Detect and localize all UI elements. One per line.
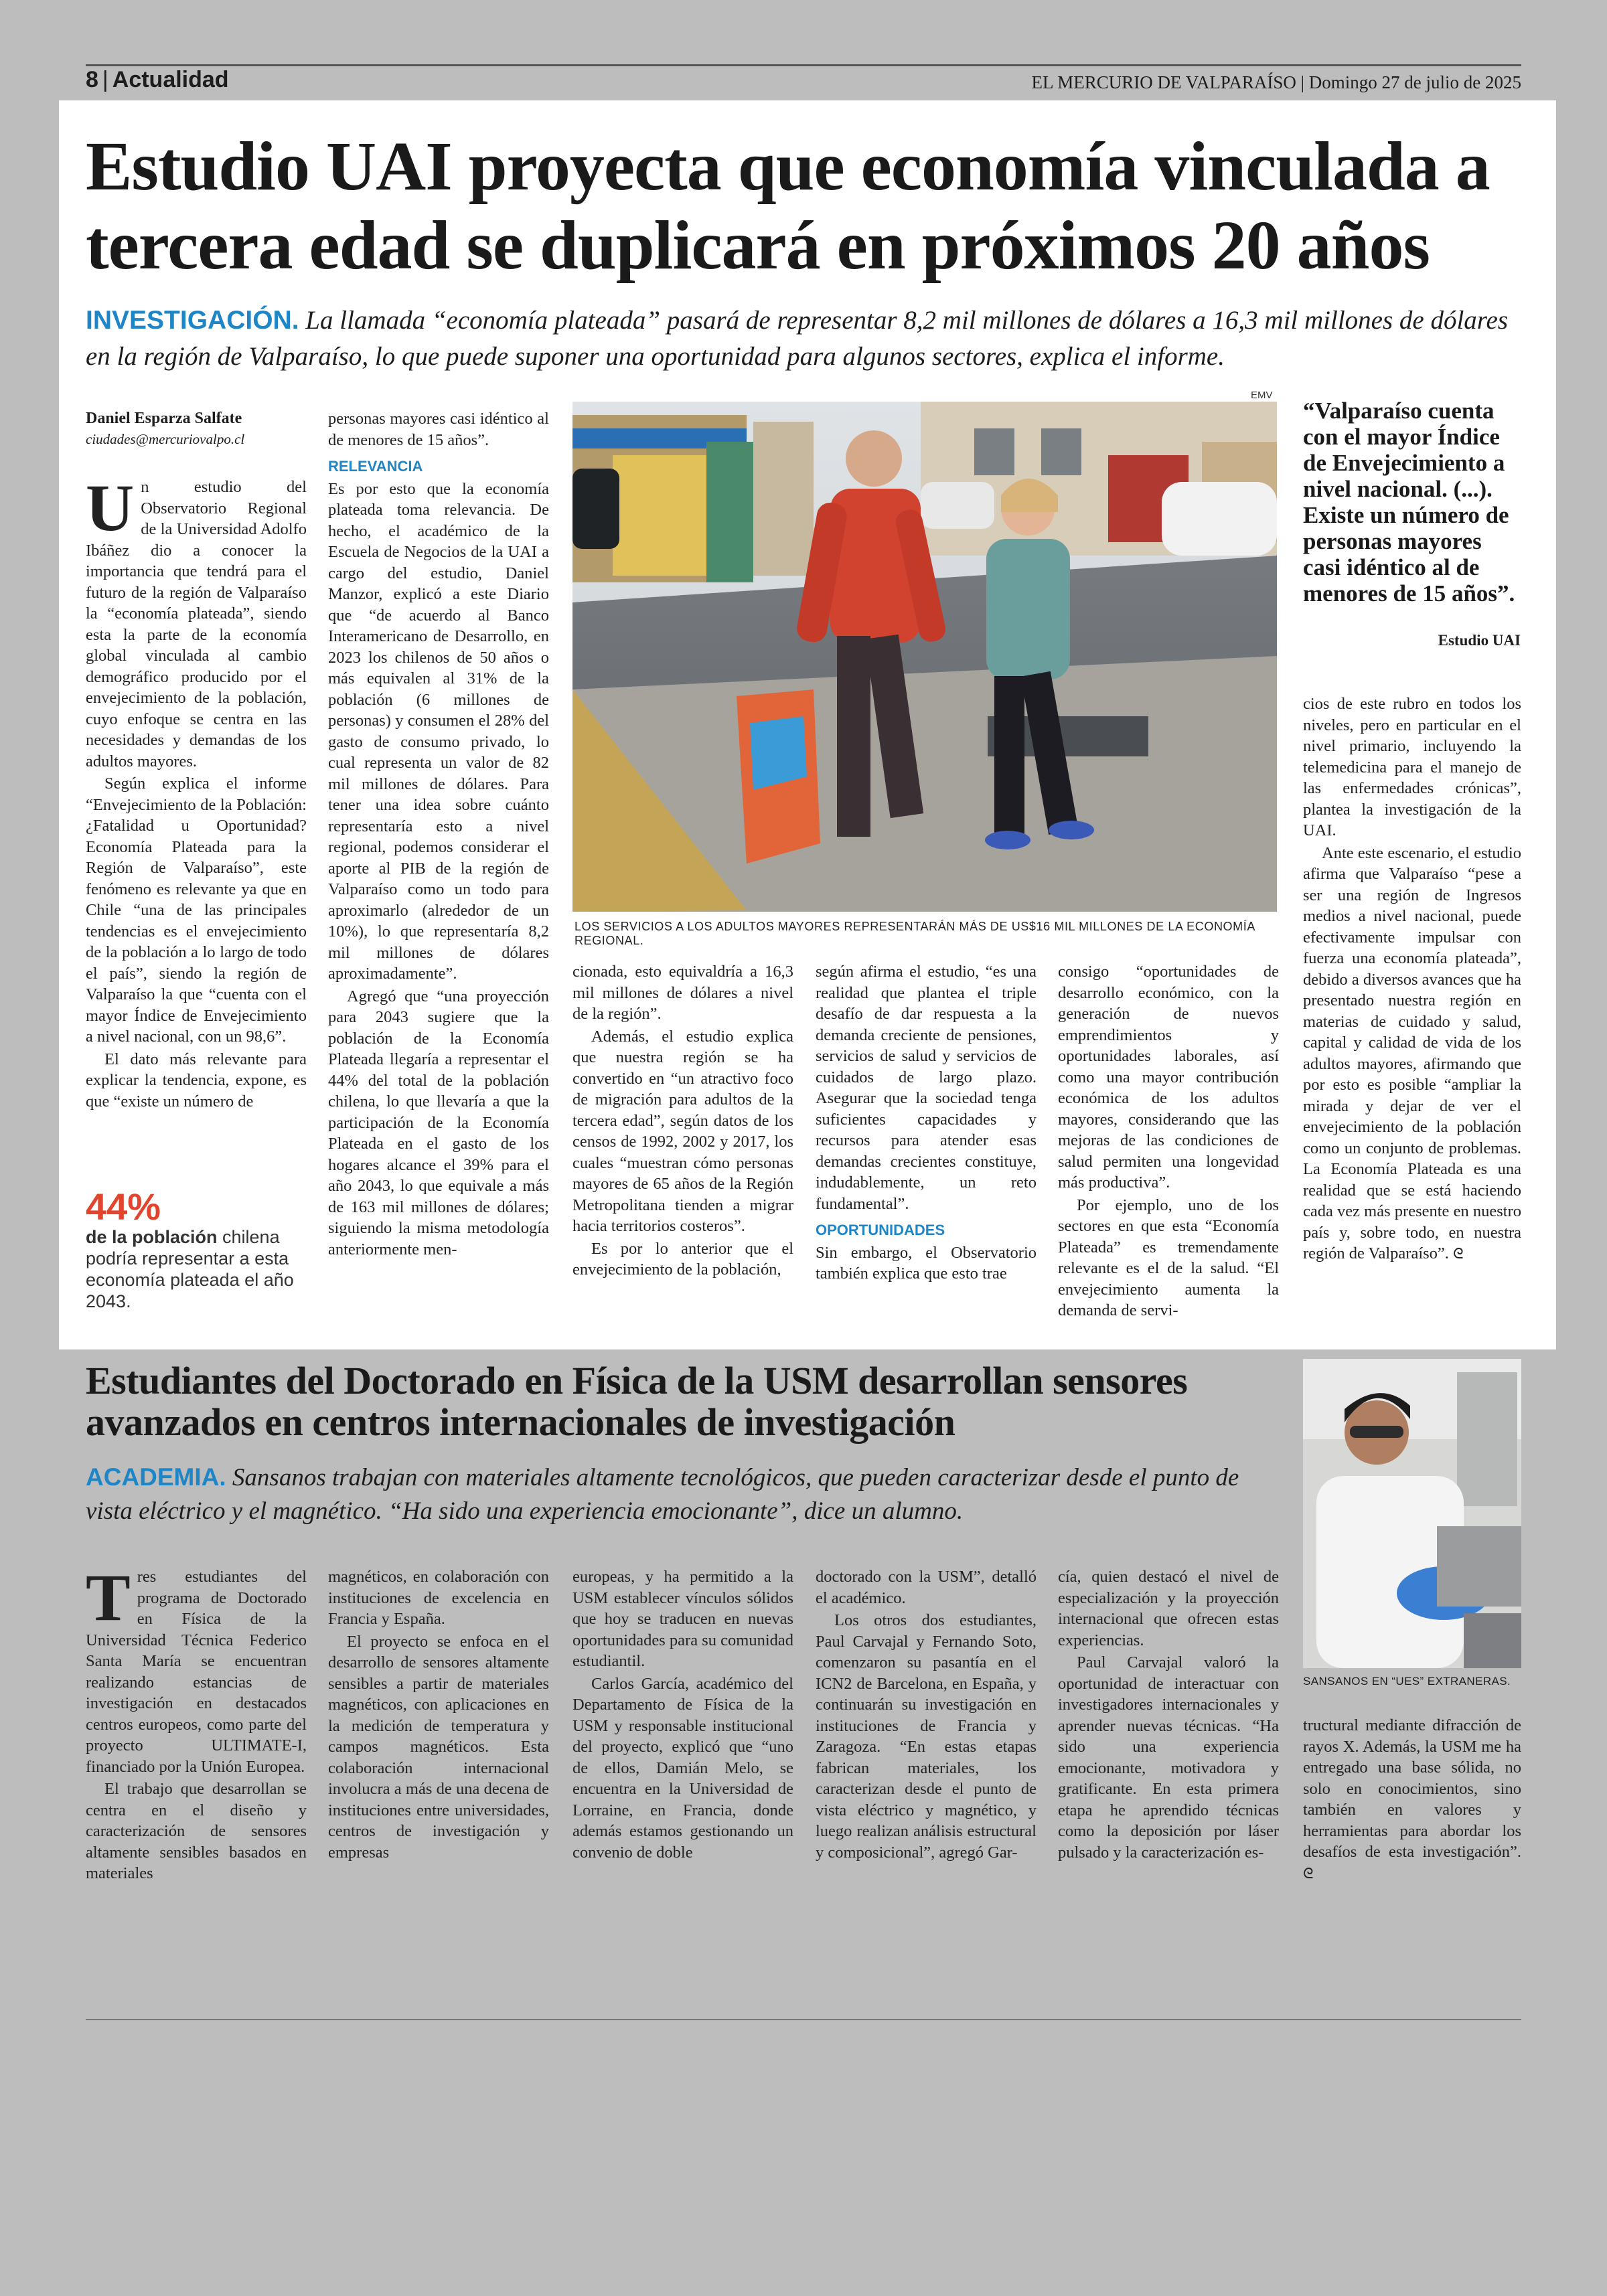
photo-credit: EMV [1251, 390, 1273, 401]
paragraph: cionada, esto equivaldría a 16,3 mil millones de dólares a nivel de la región”. [572, 963, 793, 1023]
paragraph: Es por lo anterior que el envejecimiento de la población, [572, 1239, 793, 1279]
paragraph: Un estudio del Observatorio Regional de la Universidad Adolfo Ibáñez dio a conocer la importancia que tendrá para el futuro de la región de Valparaíso la “economía plateada”, siendo esta la parte de la economía global vinculada al cambio demográfico producido por el envejecimiento de la población, cuyo enfoque se centra en las necesidades y demandas de los adultos mayores. [86, 471, 307, 770]
publication-name: EL MERCURIO DE VALPARAÍSO [1031, 72, 1296, 92]
photo-illustration [1303, 1359, 1521, 1668]
end-of-article-icon: ᘓ [1453, 1246, 1464, 1262]
pull-quote: “Valparaíso cuenta con el mayor Índice de Envejecimiento a nivel nacional. (...). Existe un número de personas mayores casi idéntico al de menores de 15 años”. [1303, 398, 1515, 606]
paragraph: magnéticos, en colaboración con instituciones de excelencia en Francia y España. [328, 1568, 549, 1628]
pull-quote-source: Estudio UAI [1438, 632, 1521, 649]
drop-cap: U [86, 471, 135, 545]
issue-date: Domingo 27 de julio de 2025 [1308, 72, 1521, 92]
article-column-4 [816, 961, 1037, 1286]
article-kicker: INVESTIGACIÓN. [86, 306, 299, 335]
paragraph: cía, quien destacó el nivel de especialización y la proyección internacional que ofrecen estas experiencias. [1058, 1568, 1279, 1649]
paragraph: cios de este rubro en todos los niveles, pero en particular en el nivel primario, incluyendo la telemedicina para el manejo de las enfermedades crónicas”, plantea la investigación de la UAI. [1303, 695, 1521, 839]
article-column-3 [572, 1566, 793, 1864]
section-name: Actualidad [112, 67, 229, 92]
photo-illustration [572, 402, 1277, 912]
paragraph: Tres estudiantes del programa de Doctorado en Física de la Universidad Técnica Federico Santa María se encuentran realizando estancias de investigación en destacados centros europeos, como parte del proyecto ULTIMATE-I, financiado por la Unión Europea. [86, 1560, 307, 1776]
publication-dateline: EL MERCURIO DE VALPARAÍSO | Domingo 27 de julio de 2025 [1031, 72, 1521, 92]
paragraph: El proyecto se enfoca en el desarrollo de sensores altamente sensibles a partir de materiales magnéticos, con aplicaciones en la medición de temperatura y campos magnéticos. Esta colaboración internacional involucra a más de una decena de instituciones entre universidades, centros de investigación y empresas [328, 1632, 549, 1862]
paragraph: El trabajo que desarrollan se centra en el diseño y caracterización de sensores altamente sensibles basados en materiales [86, 1780, 307, 1882]
street-photo-elderly-couple [572, 402, 1277, 912]
article-column-2 [328, 408, 549, 1261]
lab-photo-student [1303, 1359, 1521, 1668]
stat-description: de la población chilena podría representar a esta economía plateada el año 2043. [86, 1227, 294, 1311]
paragraph: Carlos García, académico del Departamento de Física de la USM y responsable institucional del proyecto, explicó que “uno de ellos, Damián Melo, se encuentra en la Universidad de Lorraine, en Francia, donde además estamos gestionando un convenio de doble [572, 1674, 793, 1862]
end-of-article-icon: ᘓ [1303, 1865, 1314, 1882]
photo-caption: LOS SERVICIOS A LOS ADULTOS MAYORES REPRESENTARÁN MÁS DE US$16 MIL MILLONES DE LA ECONOMÍA REGIONAL. [575, 920, 1255, 947]
paragraph: europeas, y ha permitido a la USM establecer vínculos sólidos que hoy se traducen en nuevas oportunidades para su comunidad estudiantil. [572, 1568, 793, 1670]
article-headline: Estudio UAI proyecta que economía vinculada a tercera edad se duplicará en próximos 20 años [86, 128, 1490, 284]
stat-figure: 44% [86, 1185, 161, 1228]
paragraph: doctorado con la USM”, detalló el académico. [816, 1568, 1037, 1607]
footer-rule [86, 2019, 1521, 2020]
paragraph: tructural mediante difracción de rayos X. Además, la USM me ha entregado una base sólida, no solo en conocimientos, sino también en valores y herramientas para abordar los desafíos de esta investigación”. ᘓ [1303, 1716, 1521, 1882]
article-headline: Estudiantes del Doctorado en Física de la USM desarrollan sensores avanzados en centros internacionales de investigación [86, 1359, 1188, 1444]
article-deck [86, 1461, 1291, 1528]
drop-cap: T [86, 1560, 131, 1635]
subheading: RELEVANCIA [328, 458, 423, 475]
article-deck [86, 303, 1519, 375]
article-column-5 [1058, 1566, 1279, 1864]
article-kicker: ACADEMIA. [86, 1463, 226, 1491]
article-column-1 [86, 471, 307, 1113]
photo-caption: SANSANOS EN “UES” EXTRANERAS. [1303, 1675, 1511, 1688]
paragraph: Los otros dos estudiantes, Paul Carvajal y Fernando Soto, comenzaron su pasantía en el ICN2 de Barcelona, en España, y continuarán su investigación en instituciones de Francia y Zaragoza. “En estas etapas fabrican materiales, los caracterizan desde el punto de vista eléctrico y magnético, y luego realizan análisis estructural y composicional”, agregó Gar- [816, 1611, 1037, 1862]
paragraph: consigo “oportunidades de desarrollo económico, con la generación de nuevos emprendimientos y oportunidades laborales, así como una mayor contribución económica de los adultos mayores, considerando que las mejoras de las condiciones de salud permiten una longevidad más productiva”. [1058, 963, 1279, 1192]
byline: Daniel Esparza Salfate [86, 410, 242, 427]
paragraph: Según explica el informe “Envejecimiento de la Población: ¿Fatalidad u Oportunidad? Economía Plateada para la Región de Valparaíso”, este fenómeno es relevante ya que en Chile “una de las principales tendencias es el envejecimiento de la población a lo largo de todo el país”, siendo la región de Valparaíso la que “cuenta con el mayor Índice de Envejecimiento a nivel nacional, con un 98,6”. [86, 774, 307, 1046]
byline-email: ciudades@mercuriovalpo.cl [86, 431, 245, 447]
page-number: 8 [86, 67, 98, 92]
paragraph: Por ejemplo, uno de los sectores en que esta “Economía Plateada” es tremendamente relevante es el de la salud. “El envejecimiento aumenta la demanda de servi- [1058, 1196, 1279, 1319]
deck-text: La llamada “economía plateada” pasará de representar 8,2 mil millones de dólares a 16,3 mil millones de dólares en la región de Valparaíso, lo que puede suponer una oportunidad para algunos sectores, explica el informe. [86, 306, 1509, 371]
paragraph: personas mayores casi idéntico al de menores de 15 años”. [328, 410, 549, 449]
header-rule [86, 64, 1521, 66]
article-column-6 [1303, 693, 1521, 1266]
paragraph: según afirma el estudio, “es una realidad que plantea el triple desafío de dar respuesta a la demanda creciente de pensiones, servicios de salud y servicios de cuidados de largo plazo. Asegurar que la sociedad tenga suficientes capacidades y recursos para atender esas demandas crecientes constituye, indudablemente, un reto fundamental”. [816, 963, 1037, 1213]
paragraph: El dato más relevante para explicar la tendencia, expone, es que “existe un número de [86, 1050, 307, 1111]
paragraph: Además, el estudio explica que nuestra región se ha convertido en “un atractivo foco de migración para adultos de la tercera edad”, según datos de los censos de 1992, 2002 y 2017, los cuales “muestran cómo personas mayores de 65 años de la Región Metropolitana tienden a migrar hacia territorios costeros”. [572, 1027, 793, 1235]
article-column-2 [328, 1566, 549, 1864]
article-column-1 [86, 1560, 307, 1886]
article-column-5 [1058, 961, 1279, 1323]
article-column-3 [572, 961, 793, 1282]
paragraph: Sin embargo, el Observatorio también explica que esto trae [816, 1243, 1037, 1283]
paragraph: Agregó que “una proyección para 2043 sugiere que la población de la Economía Plateada llegaría a representar el 44% del total de la población chilena, lo que llevaría a que la participación de la Economía Plateada en el gasto de los hogares alcance el 39% para el año 2043, lo que equivale a más de 163 mil millones de dólares; siguiendo la misma metodología anteriormente men- [328, 987, 549, 1258]
paragraph: Ante este escenario, el estudio afirma que Valparaíso “pese a ser una región de Ingresos medios a nivel nacional, puede efectivamente impulsar con fuerza una economía plateada”, debido a diversos avances que ha presentado nuestra región en materias de cuidado y salud, capital y calidad de vida de los adultos mayores, afirmando que por esto es posible “ampliar la mirada y dejar de ver el envejecimiento de la población como un conjunto de problemas. La Economía Plateada es una realidad que se está haciendo cada vez más presente en nuestro país y, sobre todo, en nuestra región de Valparaíso”. ᘓ [1303, 843, 1521, 1262]
subheading: OPORTUNIDADES [816, 1222, 945, 1238]
paragraph: Es por esto que la economía plateada toma relevancia. De hecho, el académico de la Escuela de Negocios de la UAI a cargo del estudio, Daniel Manzor, explicó a este Diario que “de acuerdo al Banco Interamericano de Desarrollo, en 2023 los chilenos de 50 años o más equivalen al 31% de la población (6 millones de personas) y consumen el 28% del gasto de consumo privado, lo cual representa un valor de 82 mil millones de dólares. Para tener una idea sobre cuánto representaría esto a nivel regional, podemos considerar el aporte al PIB de la región de Valparaíso como un todo para aproximarlo (alrededor de un 10%), lo que representaría 8,2 mil millones de dólares aproximadamente”. [328, 479, 549, 983]
paragraph: Paul Carvajal valoró la oportunidad de interactuar con investigadores internacionales y aprender nuevas técnicas. “Ha sido una experiencia emocionante, motivadora y gratificante. En esta primera etapa he aprendido técnicas como la deposición por láser pulsado y la caracterización es- [1058, 1653, 1279, 1862]
deck-text: Sansanos trabajan con materiales altamente tecnológicos, que pueden caracterizar desde el punto de vista eléctrico y el magnético. “Ha sido una experiencia emocionante”, dice un alumno. [86, 1464, 1239, 1525]
page-section-label: 8 | Actualidad [86, 67, 229, 92]
article-column-6 [1303, 1715, 1521, 1886]
article-column-4 [816, 1566, 1037, 1864]
